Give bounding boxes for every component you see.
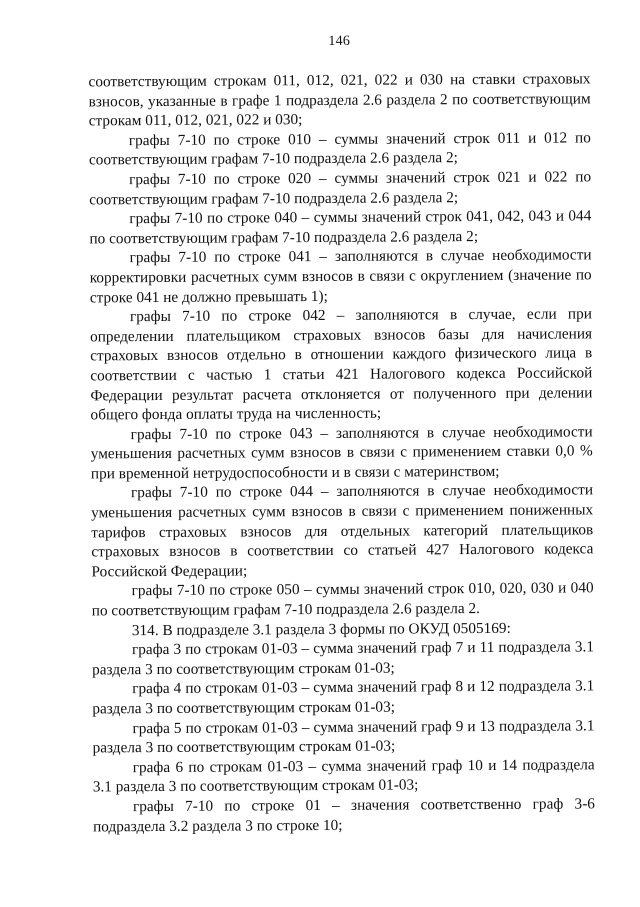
paragraph-rates-continuation: соответствующим строкам 011, 012, 021, 022 и 030 на ставки страховых взносов, указанные в графе 1 подраздела 2.6 раздела 2 по соответствующим строкам 011, 012, 021, 022 и 030; xyxy=(88,70,591,130)
paragraph-column-4: графа 4 по строкам 01-03 – сумма значений граф 8 и 12 подраздела 3.1 раздела 3 по соответствующим строкам 01-03; xyxy=(92,677,595,718)
paragraph-row-040: графы 7-10 по строке 040 – суммы значений строк 041, 042, 043 и 044 по соответствующим графам 7-10 подраздела 2.6 раздела 2; xyxy=(89,207,592,248)
paragraph-row-043: графы 7-10 по строке 043 – заполняются в случае необходимости уменьшения расчетных сумм взносов в связи с применением ставки 0,0 % при временной нетрудоспособности и в связи с материнством; xyxy=(90,423,593,483)
page-number: 146 xyxy=(328,33,351,49)
paragraph-column-6: графа 6 по строкам 01-03 – сумма значений граф 10 и 14 подраздела 3.1 раздела 3 по соответствующим строкам 01-03; xyxy=(92,756,595,796)
paragraph-row-044: графы 7-10 по строке 044 – заполняются в случае необходимости уменьшения расчетных сумм взносов в связи с применением пониженных тарифов страховых взносов для отдельных категорий плательщиков страховых взносов в соответствии со статьей 427 Налогового кодекса Российской Федерации; xyxy=(91,481,594,581)
paragraph-row-041: графы 7-10 по строке 041 – заполняются в случае необходимости корректировки расчетных сумм взносов в связи с округлением (значение по строке 041 не должно превышать 1); xyxy=(89,246,592,306)
paragraph-row-042: графы 7-10 по строке 042 – заполняются в случае, если при определении плательщиком страховых взносов базы для начисления страховых взносов отдельно в отношении каждого физического лица в соответствии с частью 1 статьи 421 Налогового кодекса Российской Федерации результат расчета отклоняется от полученного при делении общего фонда оплаты труда на численность; xyxy=(90,305,593,424)
paragraph-row-010: графы 7-10 по строке 010 – суммы значений строк 011 и 012 по соответствующим графам 7-10 подраздела 2.6 раздела 2; xyxy=(88,129,591,169)
paragraph-column-3: графа 3 по строкам 01-03 – сумма значений граф 7 и 11 подраздела 3.1 раздела 3 по соответствующим строкам 01-03; xyxy=(92,638,595,679)
paragraph-item-314: 314. В подразделе 3.1 раздела 3 формы по ОКУД 0505169: xyxy=(131,619,511,639)
paragraph-row-050: графы 7-10 по строке 050 – суммы значений строк 010, 020, 030 и 040 по соответствующим графам 7-10 подраздела 2.6 раздела 2. xyxy=(91,579,594,620)
document-body xyxy=(88,69,595,836)
paragraph-columns-7-10: графы 7-10 по строке 01 – значения соответственно граф 3-6 подраздела 3.2 раздела 3 по строке 10; xyxy=(92,795,595,835)
paragraph-column-5: графа 5 по строкам 01-03 – сумма значений граф 9 и 13 подраздела 3.1 раздела 3 по соответствующим строкам 01-03; xyxy=(92,716,595,757)
paragraph-row-020: графы 7-10 по строке 020 – суммы значений строк 021 и 022 по соответствующим графам 7-10 подраздела 2.6 раздела 2; xyxy=(89,168,592,208)
